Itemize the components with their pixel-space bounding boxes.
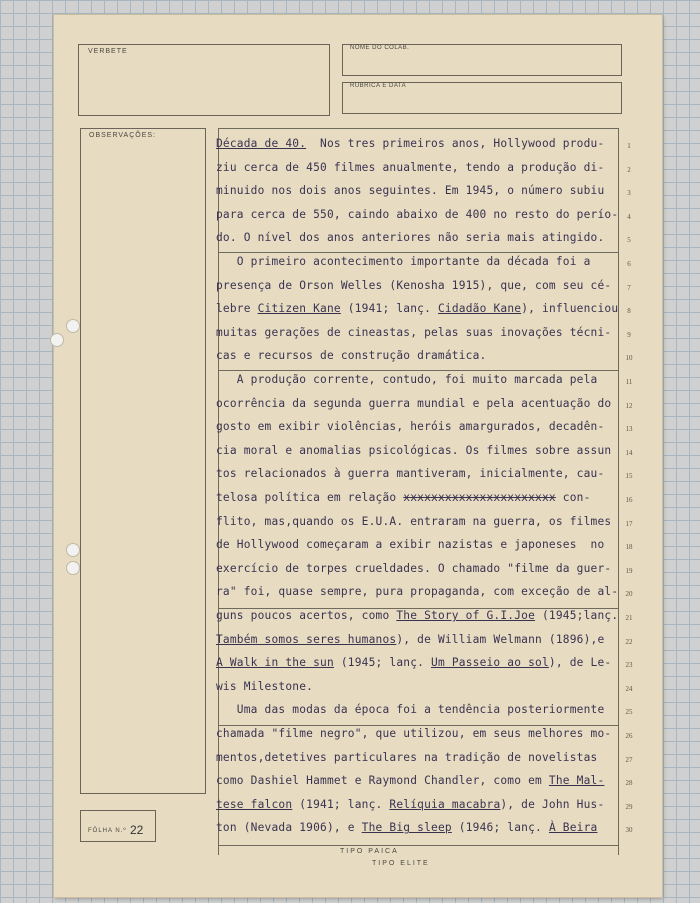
text-line-21	[216, 609, 618, 631]
underlined-title: Um Passeio ao sol	[431, 656, 549, 670]
text-line-28	[216, 774, 604, 796]
text-line-26	[216, 727, 611, 749]
text-area-right-border	[618, 128, 619, 855]
line-number: 9	[627, 330, 631, 339]
text-segment: para cerca de 550, caindo abaixo de 400 no resto do perío-	[216, 207, 619, 221]
line-number: 4	[627, 212, 631, 221]
folha-box	[80, 810, 156, 842]
text-segment: flito, mas,quando os E.U.A. entraram na guerra, os filmes	[216, 514, 612, 528]
text-line-12	[216, 397, 611, 419]
line-number: 7	[627, 283, 631, 292]
text-segment: ), de William Welmann (1896),e	[396, 632, 605, 646]
text-segment: gosto em exibir violências, heróis amargurados, decadên-	[216, 420, 605, 434]
text-line-27	[216, 751, 597, 773]
text-line-17	[216, 515, 611, 537]
line-number: 15	[625, 472, 633, 481]
underlined-title: À Beira	[548, 821, 598, 835]
line-number: 22	[625, 637, 633, 646]
text-segment: Uma das modas da época foi a tendência posteriormente	[216, 703, 605, 717]
text-segment: (1945; lanç.	[333, 656, 432, 670]
text-segment: (1946; lanç.	[451, 821, 549, 835]
text-segment: ziu cerca de 450 filmes anualmente, tendo a produção di-	[216, 160, 605, 174]
text-segment: muitas gerações de cineastas, pelas suas inovações técni-	[216, 325, 612, 339]
line-number: 6	[627, 260, 631, 268]
line-number: 26	[625, 732, 633, 740]
text-segment: ra" foi, quase sempre, pura propaganda, com exceção de al-	[216, 585, 619, 599]
text-segment: chamada "filme negro", que utilizou, em seus melhores mo-	[216, 727, 612, 740]
text-line-13	[216, 420, 604, 442]
tipo-paica-label: TIPO PAICA	[340, 848, 399, 855]
text-segment: A produção corrente, contudo, foi muito marcada pela	[216, 373, 598, 386]
text-line-23	[216, 656, 611, 678]
observacoes-box	[80, 128, 206, 794]
text-segment: (1945;lanç.	[535, 609, 619, 622]
struck-text: xxxxxxxxxxxxxxxxxxxxxx	[403, 491, 556, 504]
text-segment: con-	[555, 491, 591, 504]
punch-hole-bottom	[66, 543, 80, 557]
text-segment: ton (Nevada 1906), e	[216, 821, 362, 835]
text-segment: ), de Le-	[548, 656, 612, 670]
text-segment: wis Milestone.	[216, 679, 314, 693]
text-line-3	[216, 184, 604, 206]
text-line-6	[216, 255, 591, 277]
text-area-bottom-border	[218, 845, 618, 846]
line-number: 2	[627, 165, 631, 174]
verbete-label: VERBETE	[88, 48, 128, 55]
text-segment: do. O nível dos anos anteriores não seria mais atingido.	[216, 231, 605, 245]
text-segment: telosa política em relação	[216, 491, 404, 504]
text-line-30	[216, 821, 598, 843]
underlined-title: Citizen Kane	[257, 302, 341, 316]
text-segment: O primeiro acontecimento importante da década foi a	[216, 255, 591, 268]
text-line-8	[216, 302, 618, 324]
line-number: 19	[625, 566, 633, 575]
line-number: 8	[627, 307, 631, 316]
text-segment: presença de Orson Welles (Kenosha 1915), que, com seu cé-	[216, 278, 612, 292]
punch-hole-middle	[50, 333, 64, 347]
line-number: 27	[625, 755, 633, 764]
tipo-elite-label: TIPO ELITE	[372, 860, 430, 867]
text-line-1	[216, 137, 604, 159]
underlined-title: Cidadão Kane	[437, 302, 522, 316]
folha-label: FÔLHA N.º	[88, 828, 127, 834]
punch-hole-top	[66, 319, 80, 333]
text-segment: ocorrência da segunda guerra mundial e pela acentuação do	[216, 396, 612, 410]
underlined-title: A Walk in the sun	[216, 656, 334, 670]
text-line-9	[216, 326, 611, 348]
text-segment: ), influenciou	[521, 302, 619, 316]
text-segment: ), de John Hus-	[500, 797, 605, 811]
text-line-15	[216, 467, 604, 489]
line-number: 23	[625, 661, 633, 670]
text-line-16	[216, 491, 591, 513]
text-line-20	[216, 585, 618, 607]
text-segment: de Hollywood começaram a exibir nazistas e japoneses no	[216, 538, 605, 552]
underlined-title: The Story of G.I.Joe	[396, 609, 536, 622]
line-number: 5	[627, 236, 631, 245]
line-number: 24	[625, 684, 633, 693]
text-segment: lebre	[216, 302, 258, 316]
line-number: 29	[625, 802, 633, 811]
text-line-10	[216, 349, 486, 371]
text-line-11	[216, 373, 597, 395]
underlined-title: The Big sleep	[361, 821, 452, 835]
text-segment: Nos tres primeiros anos, Hollywood produ-	[306, 137, 605, 150]
text-segment: cas e recursos de construção dramática.	[216, 349, 487, 363]
text-line-24	[216, 680, 313, 702]
underlined-title: Década de 40.	[216, 137, 307, 150]
line-number: 10	[625, 354, 633, 363]
nome-colab-label: NOME DO COLAB.	[350, 45, 410, 51]
text-segment: (1941; lanç.	[340, 302, 438, 316]
rubrica-label: RUBRICA E DATA	[350, 83, 407, 89]
text-segment: (1941; lanç.	[292, 797, 390, 811]
line-number: 25	[625, 708, 633, 717]
text-line-19	[216, 562, 611, 584]
line-number: 3	[627, 189, 631, 198]
text-line-14	[216, 444, 611, 466]
punch-hole-lower	[66, 561, 80, 575]
text-line-5	[216, 231, 604, 253]
underlined-title: tese falcon	[216, 797, 293, 811]
text-segment: minuido nos dois anos seguintes. Em 1945, o número subiu	[216, 184, 605, 198]
text-line-22	[216, 633, 604, 655]
line-number: 30	[625, 826, 633, 835]
line-number: 28	[625, 779, 633, 788]
underlined-title: Também somos seres humanos	[216, 632, 397, 646]
line-number: 20	[625, 590, 633, 599]
text-line-7	[216, 279, 611, 301]
underlined-title: The Mal-	[548, 774, 605, 788]
line-number: 14	[625, 448, 633, 457]
text-area-top-border	[218, 128, 618, 129]
text-segment: exercício de torpes crueldades. O chamado "filme da guer-	[216, 561, 612, 575]
text-segment: mentos,detetives particulares na tradição de novelistas	[216, 750, 598, 764]
text-segment: como Dashiel Hammet e Raymond Chandler, como em	[216, 774, 549, 788]
text-line-29	[216, 798, 604, 820]
line-number: 13	[625, 425, 633, 434]
observacoes-label: OBSERVAÇÕES:	[89, 132, 156, 139]
text-line-25	[216, 703, 604, 725]
text-line-18	[216, 538, 604, 560]
text-segment: cia moral e anomalias psicológicas. Os filmes sobre assun	[216, 443, 612, 457]
line-number: 1	[627, 142, 631, 150]
text-segment: guns poucos acertos, como	[216, 609, 397, 622]
line-number: 11	[625, 378, 633, 386]
folha-number: 22	[130, 823, 144, 837]
line-number: 21	[625, 614, 633, 622]
line-number: 12	[625, 401, 633, 410]
line-number: 18	[625, 543, 633, 552]
underlined-title: Relíquia macabra	[389, 797, 501, 811]
text-line-2	[216, 161, 604, 183]
text-segment: tos relacionados à guerra mantiveram, inicialmente, cau-	[216, 467, 605, 481]
line-number: 16	[625, 496, 633, 504]
text-line-4	[216, 208, 618, 230]
line-number: 17	[625, 519, 633, 528]
